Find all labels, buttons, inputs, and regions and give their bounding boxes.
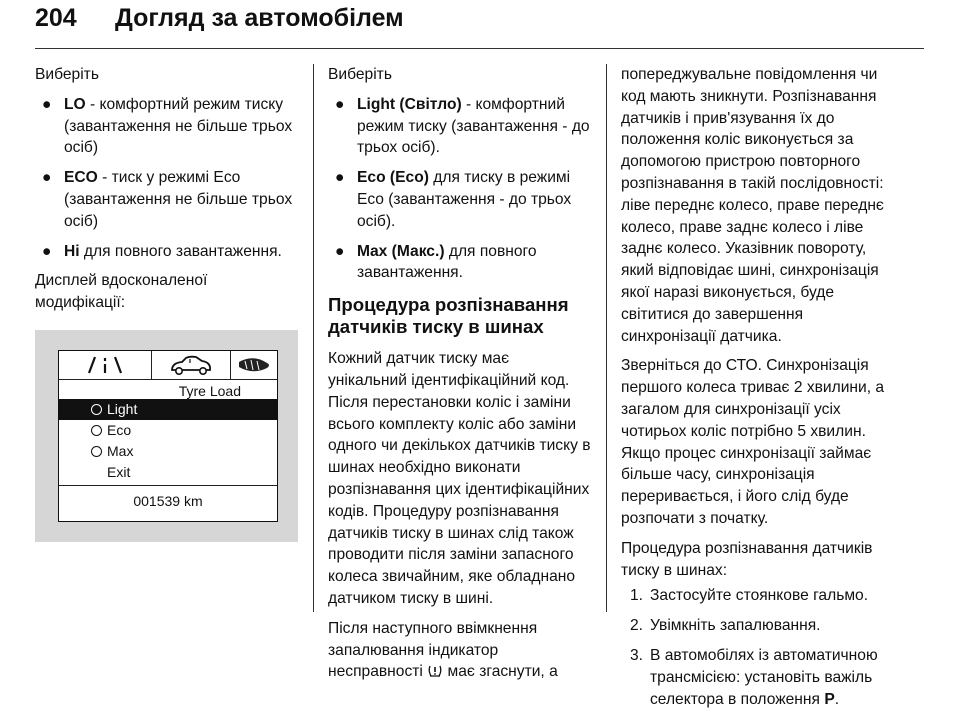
service-road-icon — [59, 351, 151, 379]
tpms-warning-icon — [427, 663, 443, 686]
list-item: ● Light (Світло) - комфортний режим тиску (завантаження - до трьох осіб). — [335, 95, 590, 157]
list-item: 3. В автомобілях із автоматичною трансмісією: установіть важіль селектора в положення P. — [630, 646, 878, 708]
menu-item-exit[interactable]: Exit — [107, 463, 131, 480]
col3-paragraph-2: Зверніться до СТО. Синхронізація першого колеса триває 2 хвилини, а загалом для синхронізації усіх чотирьох коліс потрібно 5 хвилин. Якщо процес синхронізації займає більше часу, синхронізація переривається, і його слід буде розпочати з початку. — [621, 357, 885, 527]
list-item: 2. Увімкніть запалювання. — [630, 617, 821, 635]
list-item: ● LO - комфортний режим тиску (завантаження не більше трьох осіб) — [42, 95, 293, 157]
col1-intro: Виберіть — [35, 66, 99, 83]
odometer: 001539 km — [133, 492, 203, 509]
list-item: ● Hi для повного завантаження. — [42, 242, 282, 260]
display-title: Tyre Load — [178, 382, 241, 399]
col2-paragraph-2: Після наступного ввімкнення запалювання індикатор несправності має згаснути, а — [328, 618, 592, 686]
col1-bullet-list — [35, 94, 300, 263]
list-item: 1. Застосуйте стоянкове гальмо. — [630, 587, 869, 605]
list-item: ● ECO - тиск у режимі Eco (завантаження не більше трьох осіб) — [42, 169, 293, 230]
page-header — [35, 4, 925, 48]
column-1 — [35, 64, 300, 542]
col3-paragraph-1: попереджувальне повідомлення чи код мають зникнути. Розпізнавання датчиків і прив'язування їх до положення коліс виконується за допомогою пристрою повторного розпізнавання в такій послідовності: ліве переднє колесо, праве переднє колесо, праве заднє колесо і ліве заднє колесо. Указівник повороту, який відповідає шині, синхронізація якої наразі виконується, буде світитися до завершення синхронізації датчика. — [621, 66, 884, 345]
column-divider-2 — [606, 64, 607, 612]
page-title: Догляд за автомобілем — [115, 4, 404, 32]
column-2 — [328, 64, 592, 694]
col2-bullet-list — [328, 94, 592, 284]
display-tabs — [59, 351, 277, 380]
section-heading: Процедура розпізнавання датчиків тиску в шинах — [328, 294, 569, 338]
display-screen — [58, 350, 278, 522]
display-divider — [59, 485, 277, 486]
menu-item-light[interactable]: Light — [59, 399, 277, 420]
header-rule — [35, 48, 924, 49]
column-3 — [621, 64, 889, 718]
list-item: ● Max (Макс.) для повного завантаження. — [335, 242, 537, 282]
radio-icon — [91, 425, 102, 436]
col3-steps — [621, 585, 889, 710]
col2-paragraph-1: Кожний датчик тиску має унікальний ідентифікаційний код. Після перестановки коліс і заміни всього комплекту коліс або заміни одного чи декількох датчиків тиску в шинах необхідно виконати розпізнавання цих ідентифікаційних кодів. Процедуру розпізнавання датчиків тиску в шинах слід також проводити після заміни запасного колеса звичайним, яке обладнано датчиком тиску в шині. — [328, 350, 591, 607]
col3-paragraph-3: Процедура розпізнавання датчиків тиску в шинах: — [621, 539, 873, 579]
menu-item-eco[interactable]: Eco — [59, 420, 277, 441]
tire-pressure-icon — [231, 351, 277, 379]
display-caption: Дисплей вдосконаленої модифікації: — [35, 272, 208, 312]
radio-icon — [91, 446, 102, 457]
car-icon — [151, 351, 231, 379]
radio-icon — [91, 404, 102, 415]
page-number: 204 — [35, 4, 77, 32]
list-item: ● Eco (Еco) для тиску в режимі Eco (завантаження - до трьох осіб). — [335, 169, 572, 230]
menu-item-max[interactable]: Max — [59, 441, 277, 462]
col2-intro: Виберіть — [328, 66, 392, 83]
display-illustration — [35, 330, 298, 542]
display-menu — [59, 399, 277, 483]
column-divider-1 — [313, 64, 314, 612]
